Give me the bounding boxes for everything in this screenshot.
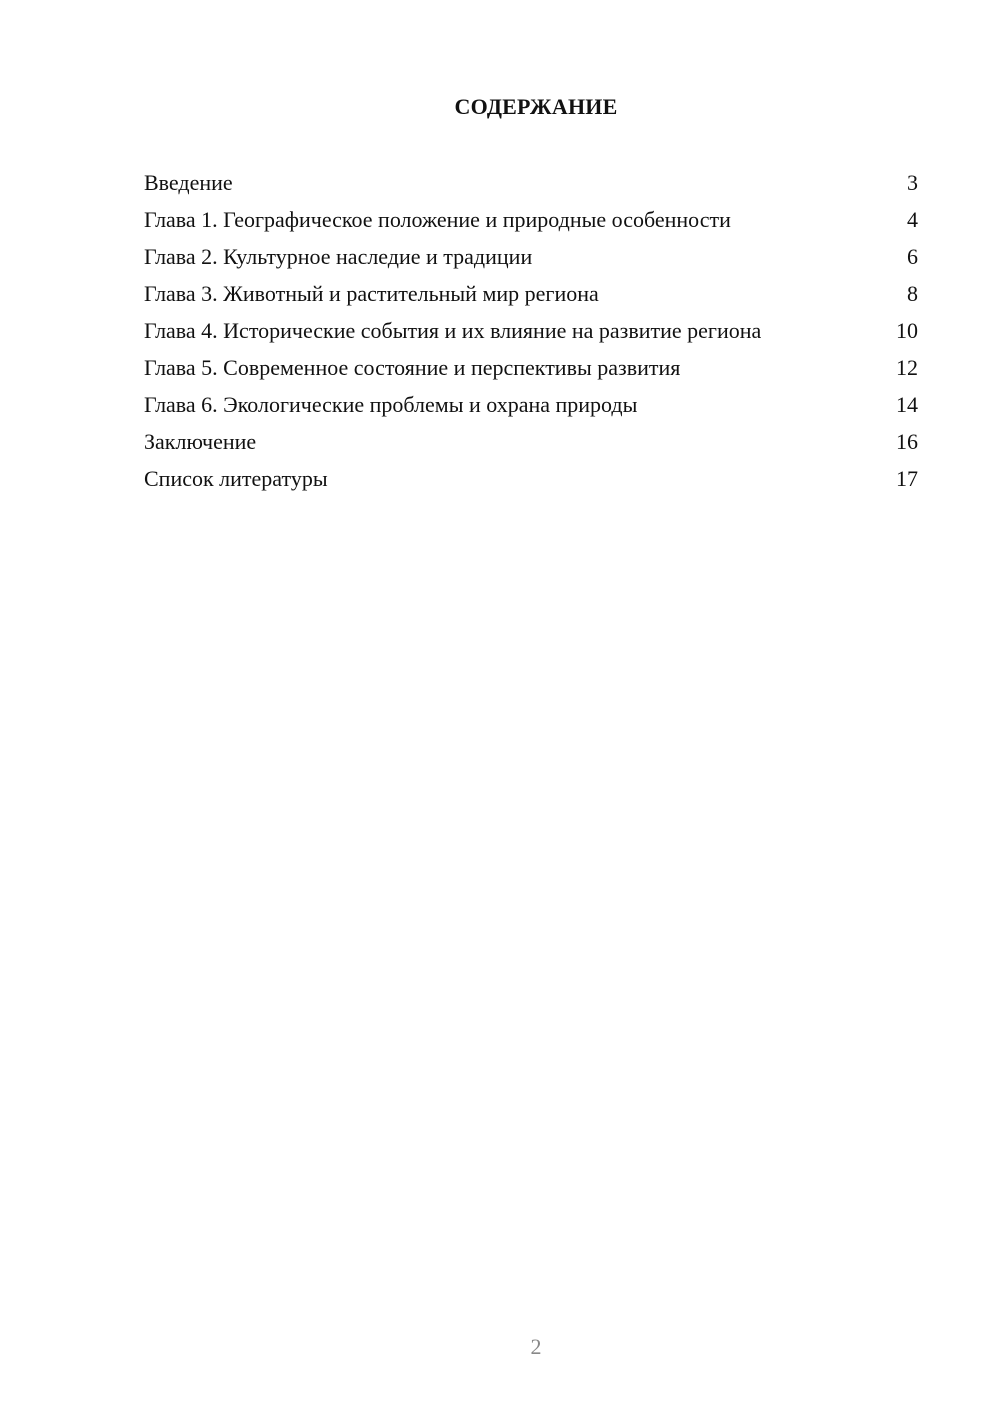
toc-entry (144, 281, 918, 307)
toc-entry (144, 244, 918, 270)
toc-entry-title: Введение (144, 170, 233, 195)
toc-entry-page: 3 (907, 170, 918, 195)
toc-entry (144, 207, 918, 233)
toc-entry-page: 4 (907, 207, 918, 232)
toc-entry-page: 12 (896, 355, 918, 380)
toc-entry-title: Глава 3. Животный и растительный мир региона (144, 281, 599, 306)
toc-entry-title: Глава 5. Современное состояние и перспективы развития (144, 355, 681, 380)
toc-entry (144, 392, 918, 418)
toc-entry-title: Глава 4. Исторические события и их влияние на развитие региона (144, 318, 762, 343)
toc-entry-page: 16 (896, 429, 918, 454)
toc-entry (144, 318, 918, 344)
toc-entry-title: Глава 6. Экологические проблемы и охрана природы (144, 392, 638, 417)
toc-entry (144, 170, 918, 196)
toc-entry-page: 6 (907, 244, 918, 269)
toc-entry (144, 355, 918, 381)
toc-entry-title: Список литературы (144, 466, 328, 491)
toc-entry-title: Глава 2. Культурное наследие и традиции (144, 244, 533, 269)
page-number: 2 (530, 1334, 542, 1359)
toc-entry-page: 10 (896, 318, 918, 343)
toc-entry (144, 429, 918, 455)
toc-entry (144, 466, 918, 492)
page-title: СОДЕРЖАНИЕ (454, 94, 618, 119)
toc-entry-page: 17 (896, 466, 918, 491)
toc-entry-title: Глава 1. Географическое положение и природные особенности (144, 207, 731, 232)
table-of-contents (144, 170, 918, 503)
toc-entry-page: 8 (907, 281, 918, 306)
toc-entry-page: 14 (896, 392, 918, 417)
toc-entry-title: Заключение (144, 429, 257, 454)
